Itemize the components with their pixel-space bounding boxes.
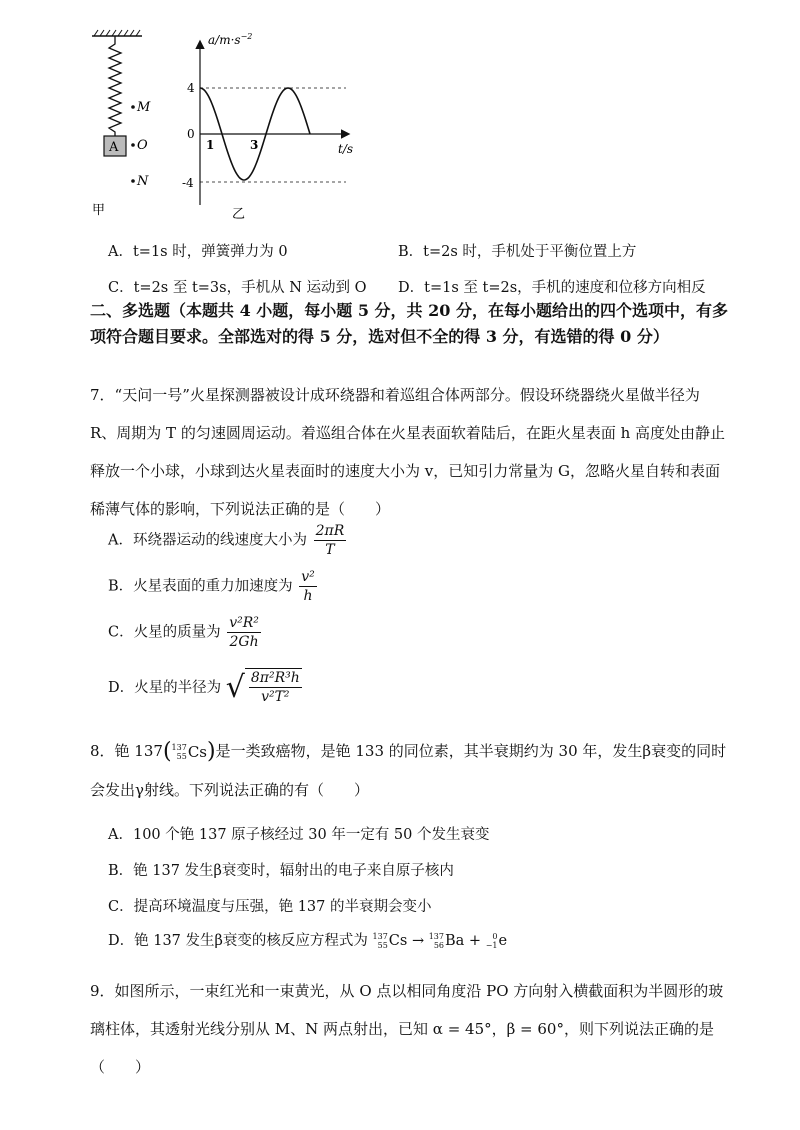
q7-option-d[interactable] <box>108 668 302 708</box>
ba-nuclide: 137 56 Ba <box>428 932 465 950</box>
q7-a-text: A．环绕器运动的线速度大小为 <box>108 532 307 549</box>
point-m-dot <box>131 105 135 109</box>
q6-option-b[interactable]: B．t=2s 时，手机处于平衡位置上方 <box>398 244 637 260</box>
q8-option-a[interactable]: A．100 个铯 137 原子核经过 30 年一定有 50 个发生衰变 <box>108 827 490 843</box>
figure-yi <box>170 30 360 225</box>
q7-c-fraction: $\frac{\text{v²R²}}{2Gh}$ <box>229 615 259 650</box>
point-n-dot <box>131 179 135 183</box>
q6-option-a[interactable]: A．t=1s 时，弹簧弹力为 0 <box>108 244 288 260</box>
q8-stem: 8．铯 137( 137 55 Cs )是一类致癌物，是铯 133 的同位素，其半衰期约为 30 年，发生β衰变的同时会发出γ射线。下列说法正确的有（ ） <box>90 732 730 809</box>
cs-nuclide: 137 55 Cs <box>171 743 208 761</box>
caption-yi: 乙 <box>232 207 246 222</box>
x-tick-1: 1 <box>206 138 215 152</box>
block-label: A <box>109 140 119 155</box>
q7-c-text: C．火星的质量为 <box>108 624 221 641</box>
spring <box>109 36 121 136</box>
x-axis-label: t/s <box>338 142 354 156</box>
y-tick-4: 4 <box>187 81 195 95</box>
y-axis-label: $a/m\cdot s^{-2}$ <box>208 32 253 47</box>
q7-d-sqrt: √ $\frac{\text{8π²R³h}}{\text{v²T²}}$ <box>226 668 302 708</box>
point-m-label: M <box>137 100 151 115</box>
figure-jia <box>80 28 180 218</box>
electron: 0 −1 e <box>485 932 508 950</box>
q7-option-a[interactable] <box>108 522 346 559</box>
q7-b-fraction: $\frac{\text{v²}}{h}$ <box>301 569 315 604</box>
q7-option-b[interactable] <box>108 568 317 605</box>
q6-option-d[interactable]: D．t=1s 至 t=2s，手机的速度和位移方向相反 <box>398 280 706 296</box>
q8-option-c[interactable]: C．提高环境温度与压强，铯 137 的半衰期会变小 <box>108 899 432 915</box>
y-tick-0: 0 <box>187 127 195 141</box>
q7-option-c[interactable] <box>108 614 261 651</box>
q7-stem: 7．“天问一号”火星探测器被设计成环绕器和着巡组合体两部分。假设环绕器绕火星做半径为 R、周期为 T 的匀速圆周运动。着巡组合体在火星表面软着陆后，在距火星表面 h 高度处由静止释放一个小球，小球到达火星表面时的速度大小为 v，已知引力常量为 G，忽略火星自转和表面稀薄气体的影响，下列说法正确的是（ ） <box>90 386 726 518</box>
caption-jia: 甲 <box>92 203 106 218</box>
ceiling-hatch <box>94 30 140 36</box>
q6-option-c[interactable]: C．t=2s 至 t=3s，手机从 N 运动到 O <box>108 280 367 296</box>
q7-a-fraction: $\frac{2\pi R}{T}$ <box>315 523 345 558</box>
q9-stem: 9．如图所示，一束红光和一束黄光，从 O 点以相同角度沿 PO 方向射入横截面积为半圆形的玻璃柱体，其透射光线分别从 M、N 两点射出，已知 α = 45°，β = 60°，则下列说法正确的是（ ） <box>90 982 724 1076</box>
q8-option-d[interactable]: D．铯 137 发生β衰变的核反应方程式为 137 55 Cs → 137 56 Ba + 0 −1 e <box>108 932 508 950</box>
point-n-label: N <box>137 174 149 189</box>
q8-option-b[interactable]: B．铯 137 发生β衰变时，辐射出的电子来自原子核内 <box>108 863 454 879</box>
section-2-header: 二、多选题（本题共 4 小题，每小题 5 分，共 20 分，在每小题给出的四个选项中，有多项符合题目要求。全部选对的得 5 分，选对但不全的得 3 分，有选错的得 0 分） <box>90 301 728 346</box>
y-tick-neg4: -4 <box>182 176 194 190</box>
q7-d-text: D．火星的半径为 <box>108 680 222 696</box>
point-o-dot <box>131 143 135 147</box>
x-tick-3: 3 <box>250 138 259 152</box>
q7-b-text: B．火星表面的重力加速度为 <box>108 578 293 595</box>
point-o-label: O <box>137 138 148 153</box>
cs-nuclide-eq: 137 55 Cs <box>372 932 408 950</box>
